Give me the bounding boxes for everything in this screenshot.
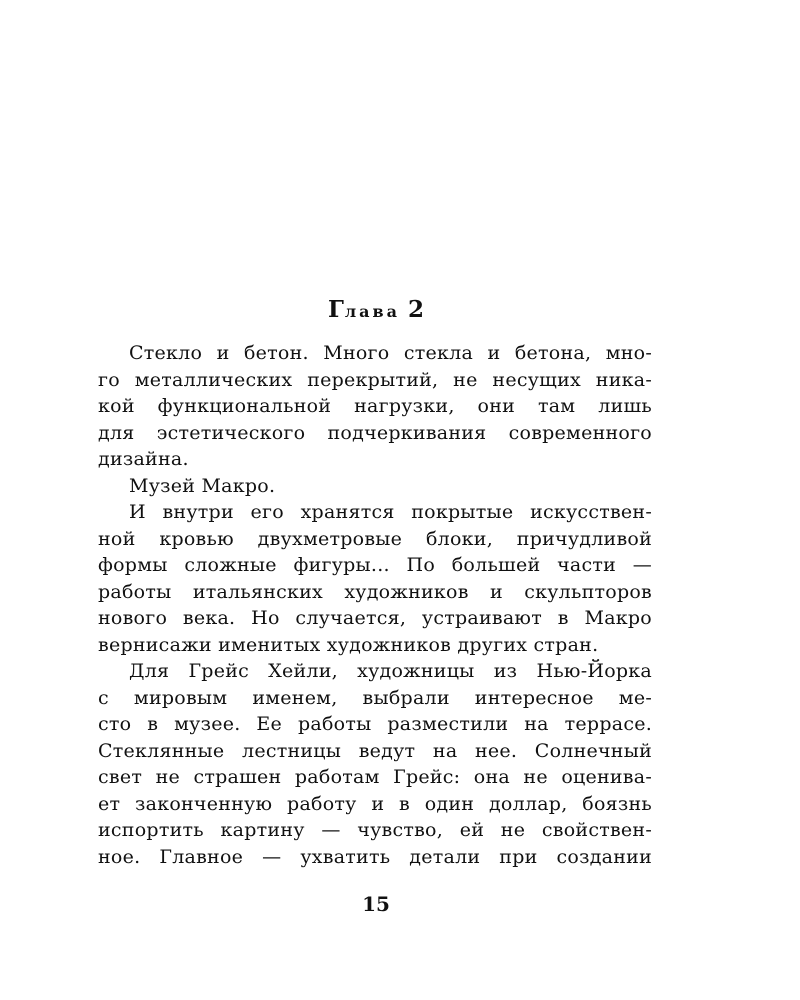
- text-line: Стекло и бетон. Много стекла и бетона, мно-: [129, 342, 652, 364]
- text-line: формы сложные фигуры... По большей части —: [98, 554, 652, 576]
- text-line: работы итальянских художников и скульпторов: [98, 580, 652, 603]
- text-line: Музей Макро.: [129, 474, 276, 497]
- page-number: 15: [362, 892, 390, 916]
- text-line: ной кровью двухметровые блоки, причудливой: [98, 527, 652, 550]
- text-line: для эстетического подчеркивания современного: [98, 421, 652, 444]
- text-line: вернисажи именитых художников других стран.: [98, 633, 599, 656]
- text-line: нового века. Но случается, устраивают в Макро: [98, 607, 652, 629]
- text-line: Для Грейс Хейли, художницы из Нью-Йорка: [129, 660, 652, 682]
- text-line: свет не страшен работам Грейс: она не оценива-: [98, 766, 652, 788]
- text-line: ное. Главное — ухватить детали при создании: [98, 845, 652, 868]
- text-line: ет законченную работу и в один доллар, боязнь: [98, 792, 652, 815]
- text-line: сто в музее. Ее работы разместили на террасе.: [98, 713, 652, 735]
- text-line: испортить картину — чувство, ей не свойствен-: [98, 819, 652, 841]
- chapter-word-rest: лава: [344, 302, 400, 321]
- chapter-word-initial: Г: [327, 296, 345, 323]
- text-line: Стеклянные лестницы ведут на нее. Солнечный: [98, 739, 652, 762]
- chapter-heading: [0, 296, 752, 323]
- text-line: го металлических перекрытий, не несущих ника-: [98, 368, 652, 391]
- text-line: И внутри его хранятся покрытые искусствен-: [129, 501, 652, 523]
- chapter-text: [98, 340, 652, 870]
- text-line: кой функциональной нагрузки, они там лишь: [98, 395, 652, 417]
- chapter-number: 2: [408, 296, 425, 323]
- chapter-word: [328, 296, 400, 323]
- text-line: с мировым именем, выбрали интересное ме-: [98, 686, 652, 709]
- text-line: дизайна.: [98, 448, 189, 470]
